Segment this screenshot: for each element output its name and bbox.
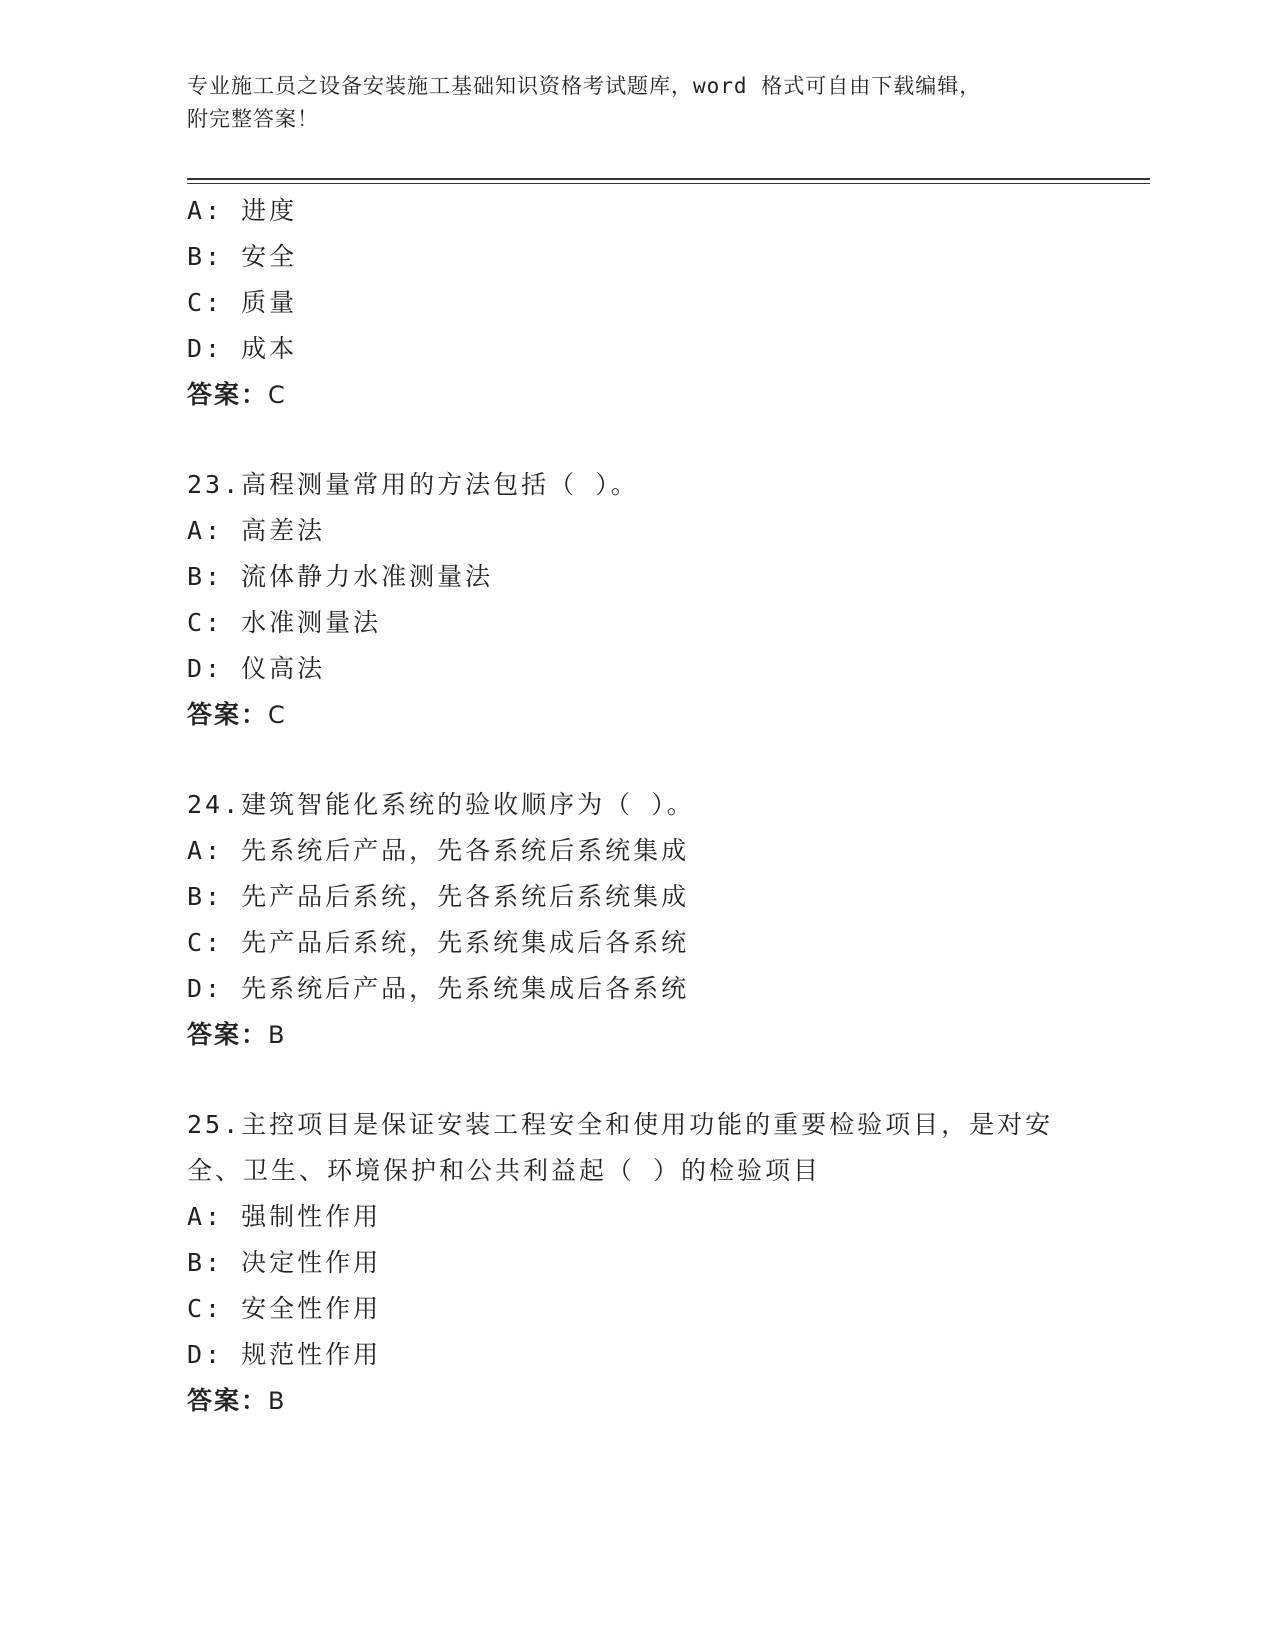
option-b: B: 安全 [187,242,298,271]
question-list [187,188,1117,1424]
header-line-2: 附完整答案！ [187,107,319,131]
option-c: C: 先产品后系统，先系统集成后各系统 [187,928,690,957]
option-c: C: 质量 [187,288,298,317]
option-b: B: 先产品后系统，先各系统后系统集成 [187,882,690,911]
answer-label: 答案： [187,700,269,729]
answer-value: B [268,1021,286,1049]
option-a: A: 高差法 [187,516,326,545]
document-header [187,70,1067,136]
option-d: D: 规范性作用 [187,1340,382,1369]
option-a: A: 进度 [187,196,298,225]
option-c: C: 安全性作用 [187,1294,382,1323]
header-line-1: 专业施工员之设备安装施工基础知识资格考试题库，word 格式可自由下载编辑， [187,74,982,98]
answer-label: 答案： [187,1386,269,1415]
question-text: 24.建筑智能化系统的验收顺序为（ ）。 [187,790,695,819]
question-text-line-1: 25.主控项目是保证安装工程安全和使用功能的重要检验项目，是对安 [187,1110,1054,1139]
header-divider [187,178,1150,184]
question-block-24 [187,782,1117,1058]
answer [187,692,1117,738]
question-text: 23.高程测量常用的方法包括（ ）。 [187,470,639,499]
question-text-line-2: 全、卫生、环境保护和公共利益起（ ）的检验项目 [187,1156,822,1185]
question-block-25 [187,1102,1117,1424]
answer-value: C [268,701,286,729]
option-b: B: 决定性作用 [187,1248,382,1277]
spacer [187,418,1117,462]
option-d: D: 成本 [187,334,298,363]
option-a: A: 强制性作用 [187,1202,382,1231]
spacer [187,1058,1117,1102]
option-a: A: 先系统后产品，先各系统后系统集成 [187,836,690,865]
answer-value: B [268,1387,286,1415]
answer [187,1378,1117,1424]
option-c: C: 水准测量法 [187,608,382,637]
answer-value: C [268,381,286,409]
answer-label: 答案： [187,380,269,409]
question-block-22 [187,188,1117,418]
option-b: B: 流体静力水准测量法 [187,562,494,591]
answer [187,1012,1117,1058]
question-block-23 [187,462,1117,738]
answer-label: 答案： [187,1020,269,1049]
spacer [187,738,1117,782]
option-d: D: 仪高法 [187,654,326,683]
answer [187,372,1117,418]
option-d: D: 先系统后产品，先系统集成后各系统 [187,974,690,1003]
